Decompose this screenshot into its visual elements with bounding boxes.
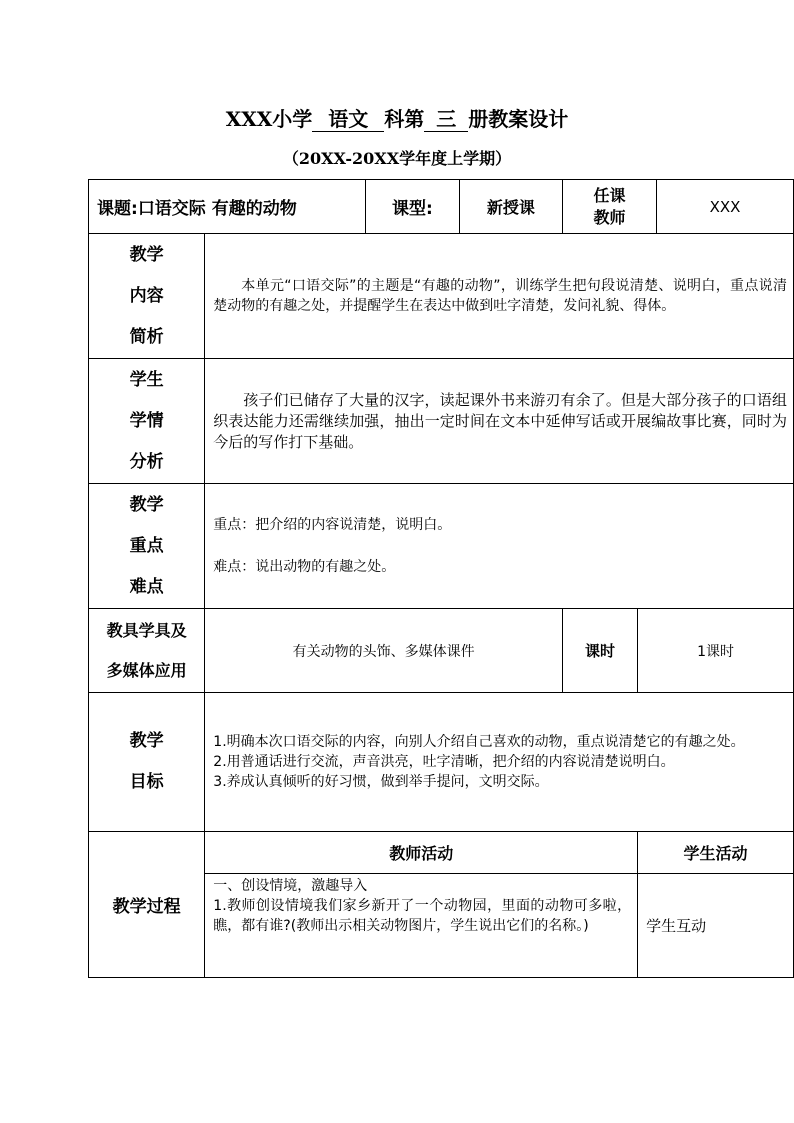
objectives-list	[205, 693, 794, 832]
lesson-plan-table	[88, 179, 794, 978]
objective-item: 1.明确本次口语交际的内容，向别人介绍自己喜欢的动物，重点说清楚它的有趣之处。	[213, 734, 745, 750]
term-subtitle: （20XX-20XX学年度上学期）	[282, 149, 512, 168]
process-label: 教学过程	[89, 832, 205, 978]
teacher-activity-text	[205, 874, 638, 978]
key-points-text	[205, 484, 794, 609]
content-summary-label: 教学 内容 简析	[89, 234, 205, 359]
subject-suffix: 科第	[384, 107, 425, 131]
difficult-point: 难点：说出动物的有趣之处。	[213, 559, 396, 575]
tools-text: 有关动物的头饰、多媒体课件	[205, 609, 563, 693]
hours-value: 1课时	[638, 609, 794, 693]
type-label: 课型:	[366, 180, 460, 234]
school-name: XXX小学	[225, 107, 313, 131]
topic-cell: 课题:口语交际 有趣的动物	[89, 180, 366, 234]
student-analysis-text: 孩子们已储存了大量的汉字，读起课外书来游刃有余了。但是大部分孩子的口语组织表达能力还需继续加强，抽出一定时间在文本中延伸写话或开展编故事比赛，同时为今后的写作打下基础。	[205, 359, 794, 484]
student-analysis-row	[89, 359, 794, 484]
student-activity-text: 学生互动	[638, 874, 794, 978]
teacher-activity-line: 一、创设情境，激趣导入	[213, 878, 368, 894]
tools-row	[89, 609, 794, 693]
teacher-name: XXX	[657, 180, 794, 234]
key-point: 重点：把介绍的内容说清楚，说明白。	[213, 517, 452, 533]
document-title	[0, 106, 794, 132]
student-activity-header: 学生活动	[638, 832, 794, 874]
teacher-label: 任课 教师	[562, 180, 656, 234]
objectives-row	[89, 693, 794, 832]
objective-item: 3.养成认真倾听的好习惯，做到举手提问，文明交际。	[213, 774, 549, 790]
hours-label: 课时	[562, 609, 637, 693]
title-suffix: 册教案设计	[468, 107, 569, 131]
objective-item: 2.用普通话进行交流，声音洪亮，吐字清晰，把介绍的内容说清楚说明白。	[213, 754, 675, 770]
type-value: 新授课	[459, 180, 562, 234]
student-analysis-label: 学生 学情 分析	[89, 359, 205, 484]
volume-field: 三	[424, 108, 468, 132]
objectives-label: 教学 目标	[89, 693, 205, 832]
content-summary-row	[89, 234, 794, 359]
key-points-row	[89, 484, 794, 609]
teacher-activity-header: 教师活动	[205, 832, 638, 874]
subject-field: 语文	[312, 108, 384, 132]
content-summary-text: 本单元“口语交际”的主题是“有趣的动物”，训练学生把句段说清楚、说明白，重点说清楚动物的有趣之处，并提醒学生在表达中做到吐字清楚，发问礼貌、得体。	[205, 234, 794, 359]
process-header-row	[89, 832, 794, 874]
teacher-activity-line: 1.教师创设情境我们家乡新开了一个动物园，里面的动物可多啦，瞧，都有谁?(教师出示相关动物图片，学生说出它们的名称。)	[213, 898, 632, 934]
topic-row	[89, 180, 794, 234]
key-points-label: 教学 重点 难点	[89, 484, 205, 609]
tools-label: 教具学具及 多媒体应用	[89, 609, 205, 693]
